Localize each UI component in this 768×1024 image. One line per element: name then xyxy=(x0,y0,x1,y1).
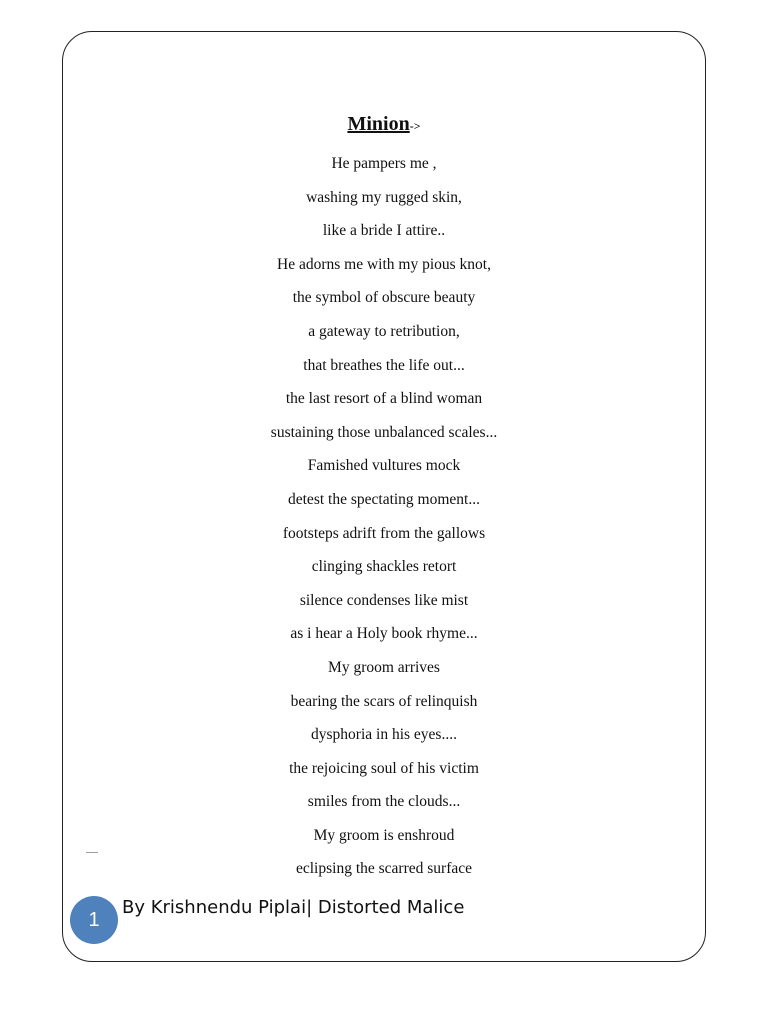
poem-line: My groom is enshroud xyxy=(313,826,455,844)
page-number-badge: 1 xyxy=(70,896,118,944)
poem-line: the last resort of a blind woman xyxy=(285,390,483,408)
poem-title: Minion xyxy=(347,113,410,135)
poem-line: silence condenses like mist xyxy=(299,591,469,609)
footer-byline: By Krishnendu Piplai| Distorted Malice xyxy=(122,897,465,918)
poem-line: as i hear a Holy book rhyme... xyxy=(290,625,478,643)
poem-body xyxy=(0,147,768,886)
poem-line: eclipsing the scarred surface xyxy=(295,860,472,878)
poem-line: bearing the scars of relinquish xyxy=(290,692,478,710)
poem-line: Famished vultures mock xyxy=(307,457,461,475)
poem-title-row xyxy=(0,110,768,140)
poem-line: footsteps adrift from the gallows xyxy=(282,524,486,542)
poem-line: He adorns me with my pious knot, xyxy=(277,255,491,273)
poem-line: sustaining those unbalanced scales... xyxy=(270,423,498,441)
poem-line: smiles from the clouds... xyxy=(307,793,461,811)
poem-line: a gateway to retribution, xyxy=(308,322,460,340)
margin-dash-mark xyxy=(86,852,98,853)
poem-line: detest the spectating moment... xyxy=(288,490,480,508)
poem-line: that breathes the life out... xyxy=(303,356,465,374)
poem-line: the symbol of obscure beauty xyxy=(292,289,476,307)
poem-line: like a bride I attire.. xyxy=(322,222,446,240)
poem-line: He pampers me , xyxy=(331,155,437,172)
poem-line: the rejoicing soul of his victim xyxy=(289,759,479,777)
poem-line: washing my rugged skin, xyxy=(306,188,462,206)
poem-title-arrow: -> xyxy=(409,119,421,133)
poem-line: dysphoria in his eyes.... xyxy=(311,726,457,744)
poem-line: My groom arrives xyxy=(328,658,440,676)
poem-line: clinging shackles retort xyxy=(311,558,457,576)
